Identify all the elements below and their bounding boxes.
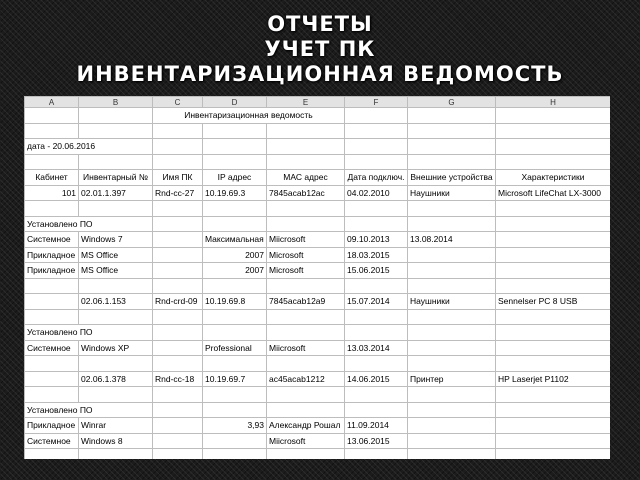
software-install-date[interactable]: 09.10.2013	[345, 232, 408, 248]
title-line-3: ИНВЕНТАРИЗАЦИОННАЯ ВЕДОМОСТЬ	[76, 62, 564, 86]
pc-ip[interactable]: 10.19.69.7	[203, 371, 267, 387]
cell[interactable]	[203, 449, 267, 460]
cell[interactable]	[79, 201, 153, 217]
cell[interactable]	[496, 201, 611, 217]
cell[interactable]	[153, 402, 203, 418]
cell[interactable]	[153, 201, 203, 217]
report-title[interactable]: Инвентаризационная ведомость	[153, 108, 345, 124]
cell[interactable]	[345, 154, 408, 170]
cell[interactable]	[496, 418, 611, 434]
table-row	[25, 216, 611, 232]
cell[interactable]	[408, 402, 496, 418]
software-name[interactable]: MS Office	[79, 247, 153, 263]
cell[interactable]	[345, 325, 408, 341]
cell[interactable]	[345, 139, 408, 155]
cell[interactable]	[408, 278, 496, 294]
cell[interactable]	[408, 418, 496, 434]
pc-row	[25, 294, 611, 310]
pc-specs[interactable]: Sennelser PC 8 USB	[496, 294, 611, 310]
cell[interactable]	[153, 139, 203, 155]
cell[interactable]	[345, 201, 408, 217]
cell[interactable]	[345, 216, 408, 232]
cell[interactable]	[408, 309, 496, 325]
software-vendor[interactable]: Miicrosoft	[267, 433, 345, 449]
column-header-h[interactable]: H	[496, 97, 611, 108]
software-vendor[interactable]: Microsoft	[267, 247, 345, 263]
cell[interactable]	[345, 449, 408, 460]
cell[interactable]	[408, 356, 496, 372]
header-mac-address[interactable]: МАС адрес	[267, 170, 345, 186]
header-external-devices[interactable]: Внешние устройства	[408, 170, 496, 186]
cell[interactable]	[267, 278, 345, 294]
cell[interactable]	[496, 232, 611, 248]
cell[interactable]	[203, 325, 267, 341]
header-row	[25, 170, 611, 186]
software-vendor[interactable]: Microsoft	[267, 263, 345, 279]
software-row	[25, 418, 611, 434]
cell[interactable]	[79, 309, 153, 325]
cell[interactable]	[267, 309, 345, 325]
pc-specs[interactable]: HP Laserjet P1102	[496, 371, 611, 387]
cell[interactable]	[408, 449, 496, 460]
spreadsheet	[24, 96, 610, 459]
cell[interactable]	[203, 154, 267, 170]
table-row	[25, 309, 611, 325]
cell[interactable]	[267, 387, 345, 403]
cell[interactable]	[496, 433, 611, 449]
cell[interactable]	[496, 139, 611, 155]
pc-external[interactable]: Принтер	[408, 371, 496, 387]
cell[interactable]	[153, 387, 203, 403]
cell[interactable]	[267, 123, 345, 139]
cell[interactable]	[25, 154, 79, 170]
installed-software-label[interactable]: Установлено ПО	[25, 216, 153, 232]
cell[interactable]	[203, 201, 267, 217]
cell[interactable]	[153, 356, 203, 372]
table-row	[25, 123, 611, 139]
slide-title	[0, 12, 640, 87]
cell[interactable]	[153, 216, 203, 232]
cell[interactable]	[267, 139, 345, 155]
column-header-g[interactable]: G	[408, 97, 496, 108]
cell[interactable]	[496, 356, 611, 372]
pc-room[interactable]	[25, 294, 79, 310]
cell[interactable]	[153, 278, 203, 294]
software-install-date[interactable]: 11.09.2014	[345, 418, 408, 434]
cell[interactable]	[496, 263, 611, 279]
table-row	[25, 356, 611, 372]
cell[interactable]	[203, 387, 267, 403]
cell[interactable]	[408, 201, 496, 217]
cell[interactable]	[153, 123, 203, 139]
cell[interactable]	[408, 325, 496, 341]
software-row	[25, 433, 611, 449]
cell[interactable]	[153, 247, 203, 263]
software-install-date[interactable]: 13.06.2015	[345, 433, 408, 449]
cell[interactable]	[496, 123, 611, 139]
cell[interactable]	[408, 433, 496, 449]
pc-external[interactable]: Наушники	[408, 185, 496, 201]
pc-inventory-number[interactable]: 02.06.1.153	[79, 294, 153, 310]
software-type[interactable]: Системное	[25, 340, 79, 356]
cell[interactable]	[408, 247, 496, 263]
cell[interactable]	[408, 216, 496, 232]
cell[interactable]	[153, 309, 203, 325]
pc-ip[interactable]: 10.19.69.3	[203, 185, 267, 201]
pc-mac[interactable]: 7845acab12ac	[267, 185, 345, 201]
cell[interactable]	[408, 139, 496, 155]
cell[interactable]	[408, 263, 496, 279]
cell[interactable]	[153, 325, 203, 341]
cell[interactable]	[345, 278, 408, 294]
pc-name[interactable]: Rnd-cc-27	[153, 185, 203, 201]
software-name[interactable]: Windows 8	[79, 433, 153, 449]
cell[interactable]	[203, 356, 267, 372]
software-name[interactable]: Winrar	[79, 418, 153, 434]
cell[interactable]	[25, 449, 79, 460]
cell[interactable]	[25, 387, 79, 403]
software-name[interactable]: Windows 7	[79, 232, 153, 248]
table-row	[25, 201, 611, 217]
cell[interactable]	[496, 449, 611, 460]
cell[interactable]	[153, 449, 203, 460]
report-date[interactable]: дата - 20.06.2016	[25, 139, 153, 155]
pc-row	[25, 371, 611, 387]
software-type[interactable]: Системное	[25, 232, 79, 248]
table-row	[25, 402, 611, 418]
cell[interactable]	[79, 123, 153, 139]
pc-name[interactable]: Rnd-cc-18	[153, 371, 203, 387]
title-line-1: ОТЧЕТЫ	[267, 12, 373, 36]
header-connect-date[interactable]: Дата подключ.	[345, 170, 408, 186]
header-inventory-number[interactable]: Инвентарный №	[79, 170, 153, 186]
cell[interactable]	[345, 387, 408, 403]
software-name[interactable]: MS Office	[79, 263, 153, 279]
software-version[interactable]	[203, 433, 267, 449]
cell[interactable]	[267, 449, 345, 460]
table-row	[25, 139, 611, 155]
pc-inventory-number[interactable]: 02.01.1.397	[79, 185, 153, 201]
cell[interactable]	[408, 340, 496, 356]
software-name[interactable]: Windows XP	[79, 340, 153, 356]
cell[interactable]	[153, 154, 203, 170]
table-row	[25, 325, 611, 341]
cell[interactable]	[496, 216, 611, 232]
software-version[interactable]: Максимальная	[203, 232, 267, 248]
cell[interactable]	[496, 309, 611, 325]
software-install-date[interactable]: 13.03.2014	[345, 340, 408, 356]
header-ip-address[interactable]: IP адрес	[203, 170, 267, 186]
pc-external[interactable]: Наушники	[408, 294, 496, 310]
cell[interactable]	[496, 278, 611, 294]
installed-software-label[interactable]: Установлено ПО	[25, 402, 153, 418]
software-row	[25, 340, 611, 356]
software-row	[25, 263, 611, 279]
cell[interactable]	[153, 263, 203, 279]
cell[interactable]	[345, 123, 408, 139]
software-type[interactable]: Прикладное	[25, 247, 79, 263]
cell[interactable]	[267, 201, 345, 217]
pc-row	[25, 185, 611, 201]
cell[interactable]	[79, 154, 153, 170]
cell[interactable]	[408, 387, 496, 403]
software-version[interactable]: 2007	[203, 247, 267, 263]
cell[interactable]	[203, 402, 267, 418]
software-version[interactable]: 2007	[203, 263, 267, 279]
header-pc-name[interactable]: Имя ПК	[153, 170, 203, 186]
software-install-date[interactable]: 15.06.2015	[345, 263, 408, 279]
cell[interactable]	[267, 325, 345, 341]
pc-date[interactable]: 15.07.2014	[345, 294, 408, 310]
cell[interactable]	[153, 340, 203, 356]
cell[interactable]	[203, 216, 267, 232]
software-row	[25, 232, 611, 248]
cell[interactable]	[25, 356, 79, 372]
cell[interactable]	[79, 278, 153, 294]
table-row	[25, 108, 611, 124]
cell[interactable]	[25, 201, 79, 217]
title-line-2: УЧЕТ ПК	[264, 37, 376, 61]
software-vendor[interactable]: Miicrosoft	[267, 340, 345, 356]
pc-date[interactable]: 14.06.2015	[345, 371, 408, 387]
installed-software-label[interactable]: Установлено ПО	[25, 325, 153, 341]
column-header-f[interactable]: F	[345, 97, 408, 108]
cell[interactable]	[203, 123, 267, 139]
pc-specs[interactable]: Microsoft LifeChat LX-3000	[496, 185, 611, 201]
software-version[interactable]: 3,93	[203, 418, 267, 434]
pc-mac[interactable]: ac45acab1212	[267, 371, 345, 387]
header-room[interactable]: Кабинет	[25, 170, 79, 186]
software-type[interactable]: Прикладное	[25, 418, 79, 434]
cell[interactable]	[79, 108, 153, 124]
cell[interactable]	[25, 123, 79, 139]
software-version[interactable]: Professional	[203, 340, 267, 356]
column-header-e[interactable]: E	[267, 97, 345, 108]
cell[interactable]	[79, 356, 153, 372]
software-type[interactable]: Прикладное	[25, 263, 79, 279]
cell[interactable]	[496, 247, 611, 263]
software-row	[25, 247, 611, 263]
cell[interactable]	[153, 418, 203, 434]
pc-room[interactable]	[25, 371, 79, 387]
cell[interactable]	[408, 108, 496, 124]
cell[interactable]	[267, 402, 345, 418]
cell[interactable]	[153, 433, 203, 449]
cell[interactable]	[408, 154, 496, 170]
table-row	[25, 154, 611, 170]
column-header-d[interactable]: D	[203, 97, 267, 108]
cell[interactable]	[203, 309, 267, 325]
pc-room[interactable]: 101	[25, 185, 79, 201]
cell[interactable]	[345, 356, 408, 372]
cell[interactable]	[203, 278, 267, 294]
pc-name[interactable]: Rnd-crd-09	[153, 294, 203, 310]
software-type[interactable]: Системное	[25, 433, 79, 449]
cell[interactable]	[25, 309, 79, 325]
column-header-c[interactable]: C	[153, 97, 203, 108]
inventory-table	[24, 96, 610, 459]
cell[interactable]	[496, 340, 611, 356]
cell[interactable]	[79, 387, 153, 403]
cell[interactable]	[25, 108, 79, 124]
pc-date[interactable]: 04.02.2010	[345, 185, 408, 201]
cell[interactable]	[408, 123, 496, 139]
column-header-row	[25, 97, 611, 108]
pc-inventory-number[interactable]: 02.06.1.378	[79, 371, 153, 387]
cell[interactable]	[496, 325, 611, 341]
cell[interactable]	[496, 402, 611, 418]
software-vendor[interactable]: Miicrosoft	[267, 232, 345, 248]
table-row	[25, 449, 611, 460]
cell[interactable]	[79, 449, 153, 460]
header-specifications[interactable]: Характеристики	[496, 170, 611, 186]
cell[interactable]	[153, 232, 203, 248]
cell[interactable]	[345, 309, 408, 325]
column-header-b[interactable]: B	[79, 97, 153, 108]
cell[interactable]	[345, 108, 408, 124]
cell[interactable]	[267, 216, 345, 232]
cell[interactable]	[25, 278, 79, 294]
software-extra-date[interactable]: 13.08.2014	[408, 232, 496, 248]
cell[interactable]	[496, 108, 611, 124]
pc-ip[interactable]: 10.19.69.8	[203, 294, 267, 310]
cell[interactable]	[496, 154, 611, 170]
column-header-a[interactable]: A	[25, 97, 79, 108]
cell[interactable]	[345, 402, 408, 418]
cell[interactable]	[203, 139, 267, 155]
table-row	[25, 387, 611, 403]
cell[interactable]	[267, 154, 345, 170]
cell[interactable]	[267, 356, 345, 372]
table-row	[25, 278, 611, 294]
software-vendor[interactable]: Александр Рошал	[267, 418, 345, 434]
software-install-date[interactable]: 18.03.2015	[345, 247, 408, 263]
cell[interactable]	[496, 387, 611, 403]
pc-mac[interactable]: 7845acab12a9	[267, 294, 345, 310]
